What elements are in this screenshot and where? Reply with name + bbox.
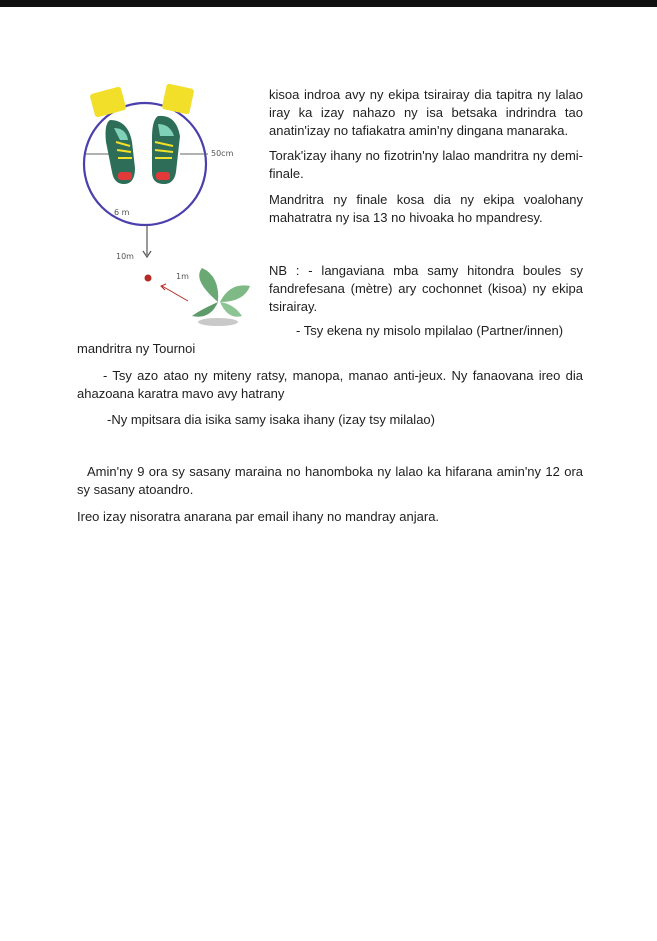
circle-size-label: 50cm <box>211 149 234 158</box>
top-edge-bar <box>0 0 657 7</box>
paragraph-schedule: Amin'ny 9 ora sy sasany maraina no hanomboka ny lalao ka hifarana amin'ny 12 ora sy sasany atoandro. <box>77 464 583 497</box>
jack-ball-icon <box>145 275 152 282</box>
note-equipment: NB : - langaviana mba samy hitondra boules sy fandrefesana (mètre) ary cochonnet (kisoa) ny ekipa tsirairay. <box>269 263 583 314</box>
paragraph-registration: Ireo izay nisoratra anarana par email ihany no mandray anjara. <box>77 509 440 524</box>
petanque-diagram <box>80 80 265 335</box>
diagram-graphic <box>80 80 265 335</box>
distance-label: 10m <box>116 252 134 261</box>
jack-distance-label: 1m <box>176 272 189 281</box>
throw-circle <box>84 103 206 225</box>
paragraph-semifinal: Torak'izay ihany no fizotrin'ny lalao mandritra ny demi-finale. <box>269 148 583 181</box>
rule-no-substitute-cont: mandritra ny Tournoi <box>77 341 196 356</box>
rule-conduct: - Tsy azo atao ny miteny ratsy, manopa, manao anti-jeux. Ny fanaovana ireo dia ahazoana karatra mavo avy hatrany <box>77 368 583 401</box>
paragraph-scoring: kisoa indroa avy ny ekipa tsirairay dia tapitra ny lalao iray ka izay nahazo ny isa betsaka indrindra tao anatin'izay no tafiakatra amin'ny dingana manaraka. <box>269 87 583 138</box>
rule-no-substitute: - Tsy ekena ny misolo mpilalao (Partner/innen) <box>296 323 564 338</box>
paragraph-final: Mandritra ny finale kosa dia ny ekipa voalohany mahatratra ny isa 13 no hivoaka ho mpandresy. <box>269 192 583 225</box>
right-shoe-icon <box>152 83 194 184</box>
diameter-label: 6 m <box>114 208 130 217</box>
rule-referee: -Ny mpitsara dia isika samy isaka ihany (izay tsy milalao) <box>107 412 435 427</box>
one-meter-arrow <box>162 286 188 301</box>
left-shoe-icon <box>89 86 135 184</box>
plant-icon <box>192 268 250 326</box>
